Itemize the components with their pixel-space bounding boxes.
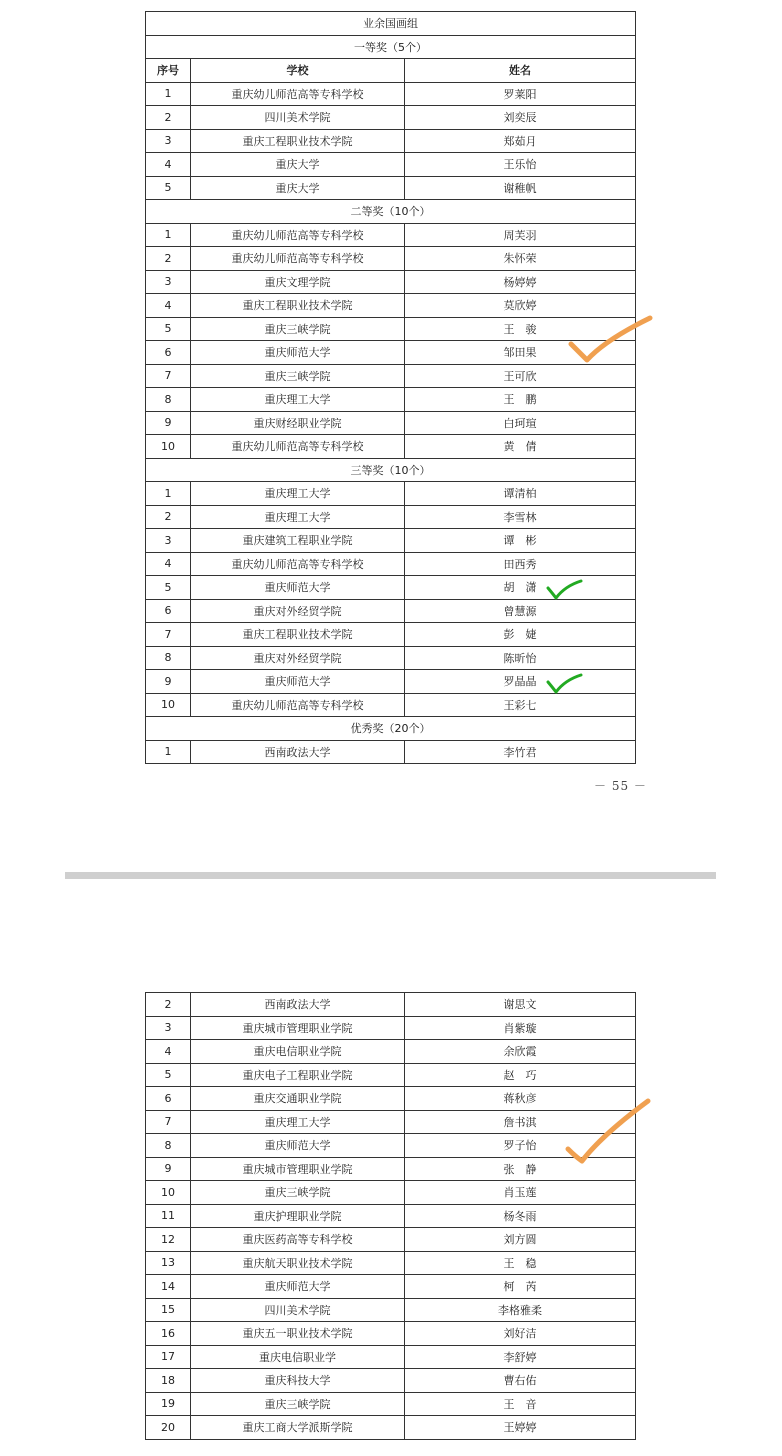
row-number: 20 xyxy=(146,1416,191,1440)
row-number: 6 xyxy=(146,341,191,365)
row-number: 6 xyxy=(146,599,191,623)
row-number: 6 xyxy=(146,1087,191,1111)
table-row xyxy=(146,1392,636,1416)
row-number: 7 xyxy=(146,623,191,647)
row-number: 3 xyxy=(146,129,191,153)
table-title: 业余国画组 xyxy=(146,12,636,36)
row-number: 15 xyxy=(146,1298,191,1322)
row-number: 5 xyxy=(146,317,191,341)
school-name: 重庆建筑工程职业学院 xyxy=(191,529,405,553)
school-name: 重庆对外经贸学院 xyxy=(191,599,405,623)
person-name: 白珂瑄 xyxy=(405,411,636,435)
person-name: 王乐怡 xyxy=(405,153,636,177)
row-number: 4 xyxy=(146,552,191,576)
person-name: 曹右佑 xyxy=(405,1369,636,1393)
row-number: 3 xyxy=(146,529,191,553)
person-name: 彭 婕 xyxy=(405,623,636,647)
person-name: 杨冬雨 xyxy=(405,1204,636,1228)
table-row xyxy=(146,1181,636,1205)
award-section-label: 优秀奖（20个） xyxy=(146,717,636,741)
row-number: 5 xyxy=(146,176,191,200)
school-name: 重庆大学 xyxy=(191,153,405,177)
school-name: 重庆城市管理职业学院 xyxy=(191,1157,405,1181)
page-number: － 55 － xyxy=(594,779,647,793)
school-name: 重庆对外经贸学院 xyxy=(191,646,405,670)
school-name: 重庆工商大学派斯学院 xyxy=(191,1416,405,1440)
row-number: 18 xyxy=(146,1369,191,1393)
table-row xyxy=(146,1063,636,1087)
person-name: 朱怀荣 xyxy=(405,247,636,271)
table-row xyxy=(146,1275,636,1299)
column-header-name: 姓名 xyxy=(405,59,636,83)
row-number: 9 xyxy=(146,1157,191,1181)
school-name: 重庆医药高等专科学校 xyxy=(191,1228,405,1252)
award-section-label: 二等奖（10个） xyxy=(146,200,636,224)
school-name: 重庆电信职业学 xyxy=(191,1345,405,1369)
school-name: 重庆五一职业技术学院 xyxy=(191,1322,405,1346)
table-row xyxy=(146,388,636,412)
school-name: 四川美术学院 xyxy=(191,1298,405,1322)
row-number: 17 xyxy=(146,1345,191,1369)
school-name: 重庆交通职业学院 xyxy=(191,1087,405,1111)
table-row xyxy=(146,1251,636,1275)
person-name: 邹田果 xyxy=(405,341,636,365)
row-number: 12 xyxy=(146,1228,191,1252)
section-header-row xyxy=(146,717,636,741)
person-name: 罗子怡 xyxy=(405,1134,636,1158)
table-row xyxy=(146,82,636,106)
person-name: 周芙羽 xyxy=(405,223,636,247)
school-name: 重庆幼儿师范高等专科学校 xyxy=(191,82,405,106)
table-row xyxy=(146,646,636,670)
person-name: 柯 芮 xyxy=(405,1275,636,1299)
person-name: 黄 倩 xyxy=(405,435,636,459)
person-name: 谢思文 xyxy=(405,993,636,1017)
school-name: 重庆理工大学 xyxy=(191,505,405,529)
table-row xyxy=(146,294,636,318)
column-header-school: 学校 xyxy=(191,59,405,83)
row-number: 10 xyxy=(146,1181,191,1205)
school-name: 重庆三峡学院 xyxy=(191,1181,405,1205)
school-name: 重庆幼儿师范高等专科学校 xyxy=(191,223,405,247)
person-name: 詹书淇 xyxy=(405,1110,636,1134)
section-header-row xyxy=(146,458,636,482)
person-name: 肖紫璇 xyxy=(405,1016,636,1040)
table-row xyxy=(146,623,636,647)
school-name: 重庆理工大学 xyxy=(191,1110,405,1134)
person-name: 王可欣 xyxy=(405,364,636,388)
school-name: 重庆工程职业技术学院 xyxy=(191,129,405,153)
school-name: 重庆幼儿师范高等专科学校 xyxy=(191,247,405,271)
school-name: 四川美术学院 xyxy=(191,106,405,130)
table-row xyxy=(146,1204,636,1228)
row-number: 2 xyxy=(146,993,191,1017)
person-name: 余欣霞 xyxy=(405,1040,636,1064)
school-name: 重庆幼儿师范高等专科学校 xyxy=(191,552,405,576)
award-table-page-56 xyxy=(145,992,636,1440)
school-name: 重庆财经职业学院 xyxy=(191,411,405,435)
table-row xyxy=(146,435,636,459)
page-divider xyxy=(65,872,716,879)
school-name: 重庆三峡学院 xyxy=(191,1392,405,1416)
school-name: 重庆师范大学 xyxy=(191,341,405,365)
person-name: 赵 巧 xyxy=(405,1063,636,1087)
row-number: 5 xyxy=(146,1063,191,1087)
table-row xyxy=(146,1040,636,1064)
person-name: 谢稚帆 xyxy=(405,176,636,200)
table-row xyxy=(146,176,636,200)
school-name: 重庆师范大学 xyxy=(191,1134,405,1158)
row-number: 10 xyxy=(146,693,191,717)
table-row xyxy=(146,1322,636,1346)
school-name: 重庆理工大学 xyxy=(191,388,405,412)
person-name: 王 鹏 xyxy=(405,388,636,412)
person-name: 谭清柏 xyxy=(405,482,636,506)
school-name: 重庆师范大学 xyxy=(191,670,405,694)
row-number: 8 xyxy=(146,1134,191,1158)
table-row xyxy=(146,482,636,506)
table-row xyxy=(146,341,636,365)
table-row xyxy=(146,552,636,576)
section-header-row xyxy=(146,200,636,224)
table-row xyxy=(146,411,636,435)
person-name: 蒋秋彦 xyxy=(405,1087,636,1111)
school-name: 重庆城市管理职业学院 xyxy=(191,1016,405,1040)
row-number: 3 xyxy=(146,270,191,294)
row-number: 9 xyxy=(146,411,191,435)
person-name: 杨婷婷 xyxy=(405,270,636,294)
table-row xyxy=(146,1228,636,1252)
table-row xyxy=(146,993,636,1017)
person-name: 谭 彬 xyxy=(405,529,636,553)
person-name: 郑茹月 xyxy=(405,129,636,153)
person-name: 刘好洁 xyxy=(405,1322,636,1346)
school-name: 重庆电子工程职业学院 xyxy=(191,1063,405,1087)
column-header-row xyxy=(146,59,636,83)
school-name: 重庆理工大学 xyxy=(191,482,405,506)
person-name: 刘奕辰 xyxy=(405,106,636,130)
person-name: 李竹君 xyxy=(405,740,636,764)
section-header-row xyxy=(146,35,636,59)
person-name: 肖玉莲 xyxy=(405,1181,636,1205)
school-name: 重庆师范大学 xyxy=(191,1275,405,1299)
row-number: 9 xyxy=(146,670,191,694)
school-name: 重庆工程职业技术学院 xyxy=(191,623,405,647)
school-name: 重庆科技大学 xyxy=(191,1369,405,1393)
school-name: 重庆幼儿师范高等专科学校 xyxy=(191,693,405,717)
school-name: 重庆三峡学院 xyxy=(191,317,405,341)
person-name: 李格雅柔 xyxy=(405,1298,636,1322)
school-name: 重庆幼儿师范高等专科学校 xyxy=(191,435,405,459)
person-name: 王 稳 xyxy=(405,1251,636,1275)
row-number: 3 xyxy=(146,1016,191,1040)
row-number: 16 xyxy=(146,1322,191,1346)
orange-checkmark-icon xyxy=(565,310,660,370)
person-name: 王 骏 xyxy=(405,317,636,341)
row-number: 19 xyxy=(146,1392,191,1416)
person-name: 罗莱阳 xyxy=(405,82,636,106)
person-name: 曾慧源 xyxy=(405,599,636,623)
award-section-label: 一等奖（5个） xyxy=(146,35,636,59)
row-number: 2 xyxy=(146,106,191,130)
person-name: 李舒婷 xyxy=(405,1345,636,1369)
table-row xyxy=(146,223,636,247)
award-table-page-55 xyxy=(145,11,636,764)
table-row xyxy=(146,740,636,764)
row-number: 10 xyxy=(146,435,191,459)
table-row xyxy=(146,317,636,341)
table-row xyxy=(146,505,636,529)
table-row xyxy=(146,106,636,130)
person-name: 王 音 xyxy=(405,1392,636,1416)
person-name: 罗晶晶 xyxy=(405,670,636,694)
row-number: 5 xyxy=(146,576,191,600)
row-number: 1 xyxy=(146,740,191,764)
person-name: 陈昕怡 xyxy=(405,646,636,670)
row-number: 1 xyxy=(146,82,191,106)
school-name: 重庆三峡学院 xyxy=(191,364,405,388)
row-number: 4 xyxy=(146,294,191,318)
person-name: 胡 潇 xyxy=(405,576,636,600)
school-name: 重庆电信职业学院 xyxy=(191,1040,405,1064)
row-number: 8 xyxy=(146,388,191,412)
table-title-row xyxy=(146,12,636,36)
row-number: 13 xyxy=(146,1251,191,1275)
school-name: 重庆大学 xyxy=(191,176,405,200)
row-number: 2 xyxy=(146,505,191,529)
school-name: 重庆护理职业学院 xyxy=(191,1204,405,1228)
table-row xyxy=(146,364,636,388)
table-row xyxy=(146,270,636,294)
person-name: 王彩七 xyxy=(405,693,636,717)
row-number: 7 xyxy=(146,364,191,388)
row-number: 2 xyxy=(146,247,191,271)
row-number: 1 xyxy=(146,482,191,506)
row-number: 1 xyxy=(146,223,191,247)
table-row xyxy=(146,529,636,553)
school-name: 西南政法大学 xyxy=(191,740,405,764)
table-row xyxy=(146,693,636,717)
person-name: 莫欣婷 xyxy=(405,294,636,318)
column-header-no: 序号 xyxy=(146,59,191,83)
person-name: 张 静 xyxy=(405,1157,636,1181)
row-number: 8 xyxy=(146,646,191,670)
table-row xyxy=(146,129,636,153)
school-name: 重庆航天职业技术学院 xyxy=(191,1251,405,1275)
table-row xyxy=(146,599,636,623)
school-name: 西南政法大学 xyxy=(191,993,405,1017)
person-name: 田西秀 xyxy=(405,552,636,576)
school-name: 重庆文理学院 xyxy=(191,270,405,294)
table-row xyxy=(146,1298,636,1322)
green-checkmark-icon xyxy=(545,578,585,602)
orange-checkmark-icon xyxy=(562,1095,657,1165)
person-name: 王婷婷 xyxy=(405,1416,636,1440)
table-row xyxy=(146,1345,636,1369)
row-number: 4 xyxy=(146,1040,191,1064)
table-row xyxy=(146,1369,636,1393)
award-section-label: 三等奖（10个） xyxy=(146,458,636,482)
row-number: 7 xyxy=(146,1110,191,1134)
table-row xyxy=(146,1416,636,1440)
person-name: 李雪林 xyxy=(405,505,636,529)
table-row xyxy=(146,247,636,271)
table-row xyxy=(146,153,636,177)
school-name: 重庆工程职业技术学院 xyxy=(191,294,405,318)
green-checkmark-icon xyxy=(545,672,585,696)
person-name: 刘方圆 xyxy=(405,1228,636,1252)
row-number: 11 xyxy=(146,1204,191,1228)
table-row xyxy=(146,1016,636,1040)
school-name: 重庆师范大学 xyxy=(191,576,405,600)
row-number: 14 xyxy=(146,1275,191,1299)
row-number: 4 xyxy=(146,153,191,177)
